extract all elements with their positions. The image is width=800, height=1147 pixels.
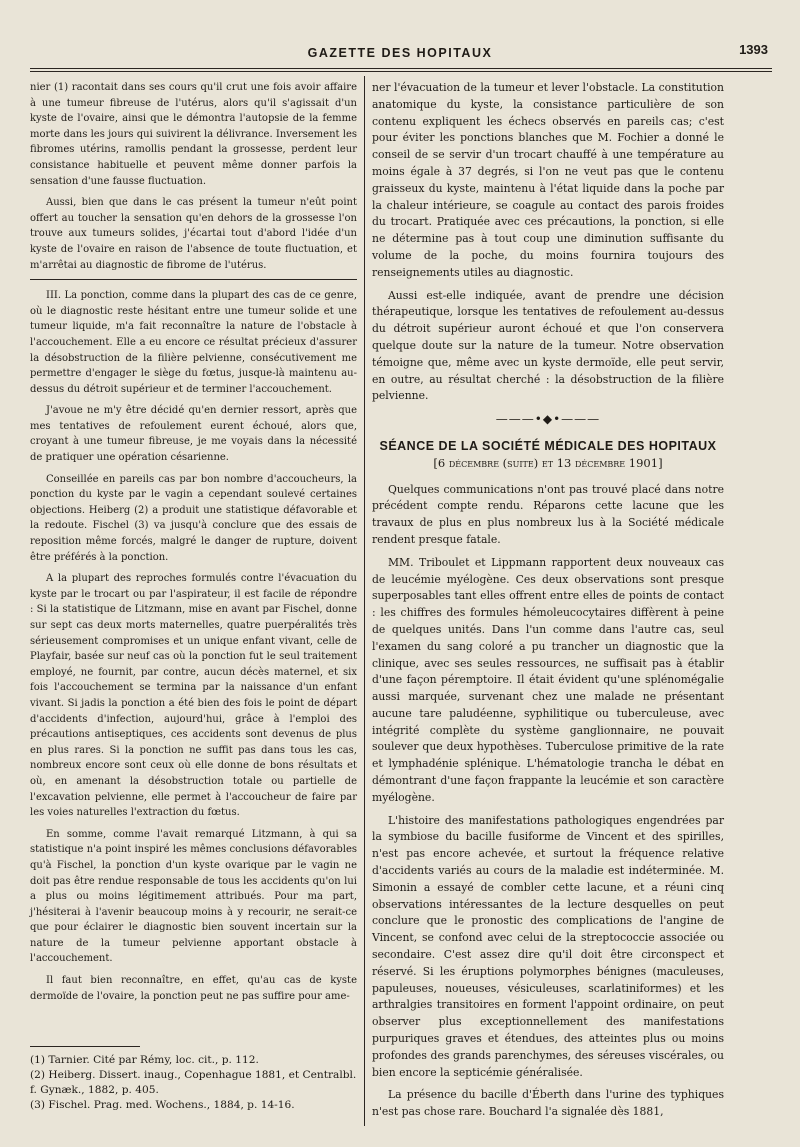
column-divider: [364, 76, 365, 1126]
footnote: (1) Tarnier. Cité par Rémy, loc. cit., p. 112.: [30, 1054, 259, 1066]
paragraph: Il faut bien reconnaître, en effet, qu'au cas de kyste dermoïde de l'ovaire, la ponction peut ne pas suffire pour ame-: [30, 975, 357, 1002]
paragraph: En somme, comme l'avait remarqué Litzmann, à qui sa statistique n'a point inspiré les mêmes conclusions défavorables qu'à Fischel, la ponction d'un kyste ovarique par le vagin ne doit pas être rendue responsable de tous les accidents qu'on lui a plus ou moins légitimement attribués. Pour ma part, j'hésiterai à l'avenir beaucoup moins à y recourir, ne serait-ce que pour éclairer le diagnostic bien souvent incertain sur la nature de la tumeur pelvienne apportant obstacle à l'accouchement.: [30, 828, 357, 965]
header-rule: [30, 68, 772, 69]
footnote: (3) Fischel. Prag. med. Wochens., 1884, p. 14-16.: [30, 1099, 295, 1111]
header-rule-thin: [30, 71, 772, 72]
section-date: [6 décembre (suite) et 13 décembre 1901]: [433, 455, 663, 470]
paragraph: Aussi est-elle indiquée, avant de prendre une décision thérapeutique, lorsque les tentatives de refoulement au-dessus du détroit supérieur auront échoué et que l'on conservera quelque doute sur la nature de la tumeur. Notre observation témoigne que, même avec un kyste dermoïde, elle peut servir, en outre, au résultat cherché : la désobstruction de la filière pelvienne.: [372, 288, 724, 403]
paragraph: Aussi, bien que dans le cas présent la tumeur n'eût point offert au toucher la sensation qu'en dehors de la grossesse l'on trouve aux tumeurs solides, j'écartai tout d'abord l'idée d'un kyste de l'ovaire en raison de l'absence de toute fluctuation, et m'arrêtai au diagnostic de fibrome de l'utérus.: [30, 197, 357, 271]
paragraph: ner l'évacuation de la tumeur et lever l'obstacle. La constitution anatomique du kyste, la consistance particulière de son contenu expliquent les échecs observés en pareils cas; c'est pour éviter les ponctions blanches que M. Fochier a donné le conseil de se servir d'un trocart chauffé à une température au moins égale à 37 degrés, si l'on ne veut pas que le contenu graisseux du kyste, maintenu à l'état liquide dans la poche par la chaleur intérieure, se coagule au contact des parois froides du trocart. Pratiquée avec ces précautions, la ponction, si elle ne détermine pas à tout coup une diminution suffisante du volume de la poche, du moins fournira toujours des renseignements utiles au diagnostic.: [372, 81, 724, 279]
paragraph: J'avoue ne m'y être décidé qu'en dernier ressort, après que mes tentatives de refoulement eurent échoué, alors que, croyant à une tumeur fibreuse, je me voyais dans la nécessité de pratiquer une opération césarienne.: [30, 405, 357, 464]
paragraph: Quelques communications n'ont pas trouvé placé dans notre précédent compte rendu. Réparons cette lacune que les travaux de plus en plus nombreux lus à la Société médicale rendent presque fatale.: [372, 482, 724, 546]
paragraph: La présence du bacille d'Éberth dans l'urine des typhiques n'est pas chose rare. Bouchard l'a signalée dès 1881,: [372, 1088, 724, 1119]
separator-rule: [30, 279, 357, 280]
paragraph: A la plupart des reproches formulés contre l'évacuation du kyste par le trocart ou par l'aspirateur, il est facile de répondre : Si la statistique de Litzmann, mise en avant par Fischel, donne sur sept cas deux morts maternelles, quatre puerpéralités très sérieusement compromises et un unique enfant vivant, celle de Playfair, basée sur neuf cas où la ponction fut le seul traitement employé, ne fournit, par contre, aucun décès maternel, et six fois l'accouchement se termina par la naissance d'un enfant vivant. Si jadis la ponction a été bien des fois le point de départ d'accidents d'infection, aujourd'hui, grâce à l'emploi des précautions antiseptiques, ces accidents sont devenus de plus en plus rares. Si la ponction ne suffit pas dans tous les cas, nombreux encore sont ceux où elle donne de bons résultats et où, en amenant la désobstruction totale ou partielle de l'excavation pelvienne, elle permet à l'accoucheur de faire par les voies naturelles l'extraction du fœtus.: [30, 573, 357, 819]
paragraph: nier (1) racontait dans ses cours qu'il crut une fois avoir affaire à une tumeur fibreuse de l'utérus, alors qu'il s'agissait d'un kyste de l'ovaire, ainsi que le démontra l'autopsie de la femme morte dans les jours qui suivirent la délivrance. Inversement les fibromes utérins, ramollis pendant la grossesse, perdent leur consistance habituelle et peuvent même donner parfois la sensation d'une fausse fluctuation.: [30, 82, 357, 187]
footnote-rule: [30, 1046, 140, 1047]
page-header: [0, 42, 800, 66]
footnotes: [30, 1046, 357, 1113]
page-number: 1393: [739, 42, 768, 57]
publication-title: GAZETTE DES HOPITAUX: [307, 46, 493, 60]
paragraph: Conseillée en pareils cas par bon nombre d'accoucheurs, la ponction du kyste par le vagin a cependant soulevé certaines objections. Heiberg (2) a produit une statistique défavorable et la redoute. Fischel (3) va jusqu'à conclure que des essais de reposition même forcés, malgré le danger de rupture, doivent être préférés à la ponction.: [30, 473, 357, 563]
footnote: (2) Heiberg. Dissert. inaug., Copenhague 1881, et Centralbl. f. Gynæk., 1882, p. 405.: [30, 1069, 357, 1096]
right-column: [372, 80, 724, 1127]
paragraph: L'histoire des manifestations pathologiques engendrées par la symbiose du bacille fusiforme de Vincent et des spirilles, n'est pas encore achevée, et surtout la fréquence relative d'accidents variés au cours de la maladie est indéterminée. M. Simonin a essayé de combler cette lacune, et a réuni cinq observations intéressantes de la lecture desquelles on peut conclure que le pronostic des complications de l'angine de Vincent, se confond avec celui de la streptococcie associée ou secondaire. C'est assez dire qu'il doit être circonspect et réservé. Si les éruptions polymorphes bénignes (maculeuses, papuleuses, noueuses, vésiculeuses, scarlatiniformes) et les arthralgies transitoires en forment l'appoint ordinaire, on peut observer plus exceptionnellement des manifestations purpuriques graves et étendues, des atteintes plus ou moins profondes des grands parenchymes, des séreuses viscérales, ou bien encore la septicémie généralisée.: [372, 813, 724, 1079]
paragraph: MM. Triboulet et Lippmann rapportent deux nouveaux cas de leucémie myélogène. Ces deux observations sont presque superposables tant elles offrent entre elles de points de contact : les chiffres des formules hémoleucocytaires diffèrent à peine de quelques unités. Dans l'un comme dans l'autre cas, seul l'examen du sang coloré a pu trancher un diagnostic que la clinique, avec ses seules ressources, ne suffisait pas à établir d'une façon péremptoire. Il était évident qu'une splénomégalie aussi marquée, survenant chez une malade ne présentant aucune tare paludéenne, syphilitique ou tuberculeuse, avec intégrité complète du système ganglionnaire, ne pouvait soulever que deux hypothèses. Tuberculose primitive de la rate et lymphadénie splénique. L'hématologie trancha le débat en démontrant d'une façon frappante la leucémie et son caractère myélogène.: [372, 555, 724, 804]
section-title: SÉANCE DE LA SOCIÉTÉ MÉDICALE DES HOPITAUX: [379, 438, 717, 453]
left-column: [30, 80, 357, 1010]
section-ornament: ———•◆•———: [495, 412, 601, 427]
paragraph: III. La ponction, comme dans la plupart des cas de ce genre, où le diagnostic reste hésitant entre une tumeur solide et une tumeur liquide, m'a fait reconnaître la nature de l'obstacle à l'accouchement. Elle a eu encore ce résultat précieux d'assurer la désobstruction de la filière pelvienne, consécutivement me permettre d'engager le siège du fœtus, jusque-là maintenu au-dessus du détroit supérieur et de terminer l'accouchement.: [30, 290, 357, 395]
